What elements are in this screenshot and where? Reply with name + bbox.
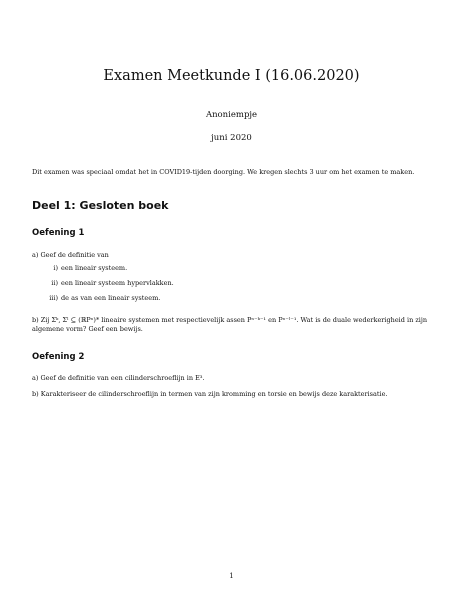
exercise-1-part-b: b) Zij Σᵏ, Σˡ ⊆ (ℝPⁿ)* lineaire systemen met respectievelijk assen Pⁿ⁻ᵏ⁻¹ en Pⁿ⁻ˡ⁻¹. Wat is de duale wederkerigheid in zijn algemene vorm? Geef een bewijs. <box>32 316 428 333</box>
exercise-2-part-b: b) Karakteriseer de cilinderschroeflijn in termen van zijn kromming en torsie en bewijs deze karakterisatie. <box>32 390 388 398</box>
item-text: de as van een lineair systeem. <box>61 294 161 302</box>
item-text: een lineair systeem. <box>61 264 128 272</box>
exercise-1-item <box>42 294 160 303</box>
document-author: Anoniempje <box>205 110 258 120</box>
exercise-2-part-a: a) Geef de definitie van een cilinderschroeflijn in E³. <box>32 374 205 382</box>
page-number: 1 <box>229 572 234 580</box>
exercise-2-heading: Oefening 2 <box>32 352 85 362</box>
intro-paragraph: Dit examen was speciaal omdat het in COVID19-tijden doorging. We kregen slechts 3 uur om het examen te maken. <box>32 168 415 176</box>
section-heading: Deel 1: Gesloten boek <box>32 199 169 212</box>
document-title: Examen Meetkunde I (16.06.2020) <box>103 68 360 84</box>
item-text: een lineair systeem hypervlakken. <box>61 279 174 287</box>
exercise-1-heading: Oefening 1 <box>32 228 85 238</box>
exercise-1-part-a: a) Geef de definitie van <box>32 251 109 259</box>
exercise-1-item <box>42 264 127 273</box>
exercise-1-item <box>42 279 174 288</box>
item-number: i) <box>53 264 58 272</box>
item-number: iii) <box>49 294 58 302</box>
item-number: ii) <box>51 279 58 287</box>
document-date: juni 2020 <box>211 133 252 143</box>
